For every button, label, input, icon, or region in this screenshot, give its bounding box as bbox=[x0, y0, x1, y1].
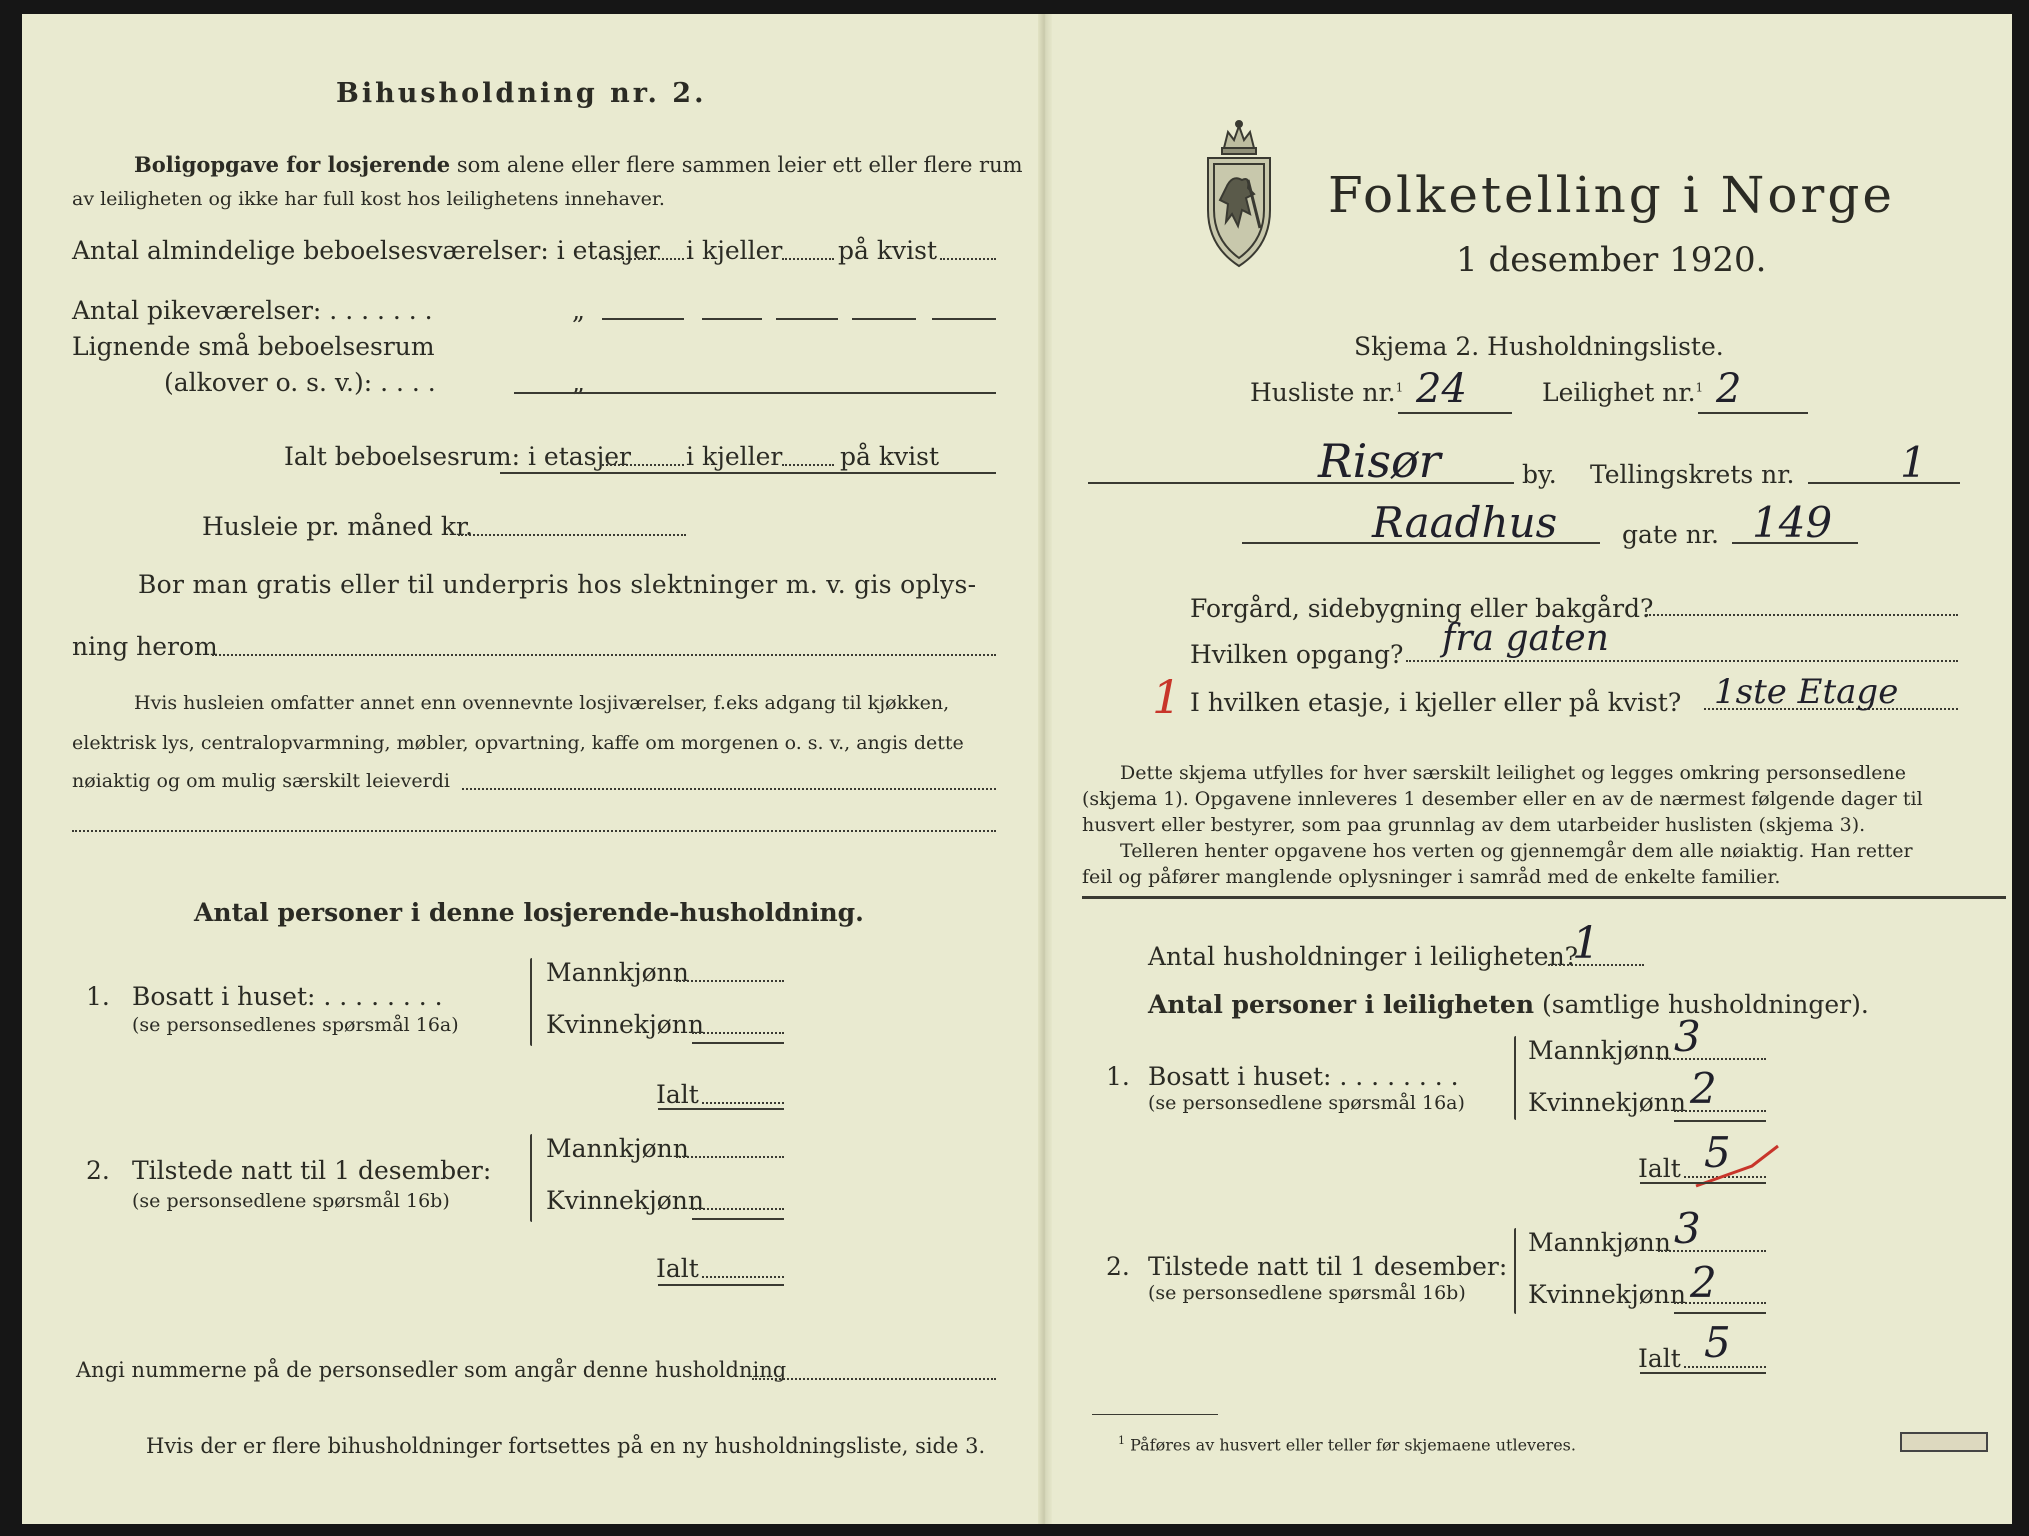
etasje-value: 1ste Etage bbox=[1714, 672, 1899, 712]
gate-value: 149 bbox=[1752, 498, 1833, 547]
opgang-field bbox=[1406, 660, 1958, 662]
right-title: Folketelling i Norge bbox=[1328, 166, 1895, 224]
right-q1-kvinne-label: Kvinnekjønn bbox=[1528, 1088, 1686, 1117]
left-q2-ialt-field bbox=[702, 1276, 784, 1278]
left-q1-kvinne-field bbox=[692, 1032, 784, 1034]
by-field bbox=[1088, 482, 1514, 484]
right-q2-sub: (se personsedlene spørsmål 16b) bbox=[1148, 1282, 1466, 1304]
rent-label: Husleie pr. måned kr. bbox=[202, 512, 474, 541]
left-q2-ialt-underline bbox=[658, 1284, 784, 1286]
small-rooms-ditto: „ bbox=[572, 368, 585, 397]
info-line-5: feil og påfører manglende oplysninger i samråd med de enkelte familier. bbox=[1082, 866, 1781, 888]
left-q1-kvinne-label: Kvinnekjønn bbox=[546, 1010, 704, 1039]
ialt-rooms-label: Ialt beboelsesrum: i etasjer bbox=[284, 442, 632, 471]
left-title: Bihusholdning nr. 2. bbox=[336, 78, 707, 109]
right-q1-label: Bosatt i huset: . . . . . . . . bbox=[1148, 1062, 1459, 1091]
info-divider bbox=[1082, 896, 2006, 899]
right-q2-mann-value: 3 bbox=[1674, 1204, 1701, 1253]
pike-label: Antal pikeværelser: . . . . . . . bbox=[72, 296, 433, 325]
right-q2-label: Tilstede natt til 1 desember: bbox=[1148, 1252, 1508, 1281]
right-q2-num: 2. bbox=[1106, 1252, 1130, 1281]
leilighet-value: 2 bbox=[1716, 366, 1742, 412]
intro-line-2: av leiligheten og ikke har full kost hos leilighetens innehaver. bbox=[72, 188, 665, 210]
info-line-1: Dette skjema utfylles for hver særskilt leilighet og legges omkring personsedlene bbox=[1120, 762, 1906, 784]
page-fold bbox=[1038, 14, 1052, 1524]
gate-label: gate nr. bbox=[1622, 520, 1719, 549]
intro-bold: Boligopgave for losjerende bbox=[134, 152, 451, 177]
pike-field-4 bbox=[852, 318, 916, 320]
right-q1-num: 1. bbox=[1106, 1062, 1130, 1091]
leieverdi-field-2 bbox=[72, 830, 996, 832]
left-q1-num: 1. bbox=[86, 982, 110, 1011]
census-form-sheet bbox=[22, 14, 2012, 1524]
pike-field-3 bbox=[776, 318, 838, 320]
street-value: Raadhus bbox=[1372, 498, 1558, 547]
left-q1-ialt-label: Ialt bbox=[656, 1080, 699, 1109]
by-label: by. bbox=[1522, 460, 1557, 489]
ialt-etasjer-field bbox=[602, 464, 684, 466]
intro-line-1 bbox=[134, 152, 1023, 177]
info-line-3: husvert eller bestyrer, som paa grunnlag av dem utarbeider huslisten (skjema 3). bbox=[1082, 814, 1866, 836]
right-q2-kvinne-label: Kvinnekjønn bbox=[1528, 1280, 1686, 1309]
ialt-kjeller-field bbox=[782, 464, 834, 466]
left-q1-ialt-field bbox=[702, 1102, 784, 1104]
hvis-line-2: elektrisk lys, centralopvarmning, møbler, opvartning, kaffe om morgenen o. s. v., angis dette bbox=[72, 732, 964, 754]
ialt-kvist-label: på kvist bbox=[840, 442, 939, 471]
pike-ditto-1: „ bbox=[572, 296, 585, 325]
right-q1-ialt-underline bbox=[1640, 1182, 1766, 1184]
footnote bbox=[1118, 1434, 1576, 1454]
husliste-label-text: Husliste nr. bbox=[1250, 378, 1396, 407]
right-q2-ialt-label: Ialt bbox=[1638, 1344, 1681, 1373]
left-footer: Hvis der er flere bihusholdninger fortsettes på en ny husholdningsliste, side 3. bbox=[146, 1434, 986, 1458]
leilighet-label bbox=[1542, 378, 1703, 407]
pike-field-2 bbox=[702, 318, 762, 320]
right-q2-kvinne-field bbox=[1674, 1302, 1766, 1304]
right-page bbox=[1052, 14, 2012, 1524]
info-line-4: Telleren henter opgavene hos verten og gjennemgår dem alle nøiaktig. Han retter bbox=[1120, 840, 1913, 862]
rooms-etasjer-field bbox=[602, 258, 684, 260]
left-q2-sum-line bbox=[692, 1218, 784, 1220]
husliste-label bbox=[1250, 378, 1403, 407]
angi-field bbox=[752, 1378, 996, 1380]
pike-field-5 bbox=[932, 318, 996, 320]
printer-stamp-icon bbox=[1900, 1432, 1988, 1452]
left-q2-label: Tilstede natt til 1 desember: bbox=[132, 1156, 492, 1185]
right-q1-ialt-value: 5 bbox=[1704, 1128, 1731, 1177]
right-persons-bold: Antal personer i leiligheten bbox=[1148, 990, 1535, 1019]
right-q2-sum-line bbox=[1674, 1312, 1766, 1314]
left-q2-sub: (se personsedlene spørsmål 16b) bbox=[132, 1190, 450, 1212]
gratis-field bbox=[212, 654, 996, 656]
left-q2-kvinne-field bbox=[692, 1208, 784, 1210]
left-q2-kvinne-label: Kvinnekjønn bbox=[546, 1186, 704, 1215]
skjema-label: Skjema 2. Husholdningsliste. bbox=[1354, 332, 1724, 361]
census-date: 1 desember 1920. bbox=[1456, 240, 1767, 280]
right-q2-mann-label: Mannkjønn bbox=[1528, 1228, 1671, 1257]
footnote-text: Påføres av husvert eller teller før skjemaene utleveres. bbox=[1130, 1435, 1576, 1455]
left-q1-mann-label: Mannkjønn bbox=[546, 958, 689, 987]
etasje-label: I hvilken etasje, i kjeller eller på kvist? bbox=[1190, 688, 1682, 717]
angi-line bbox=[76, 1358, 786, 1382]
rooms-kvist-label: på kvist bbox=[838, 236, 937, 265]
leilighet-label-text: Leilighet nr. bbox=[1542, 378, 1696, 407]
gratis-line-2: ning herom bbox=[72, 632, 218, 661]
forgard-label: Forgård, sidebygning eller bakgård? bbox=[1190, 594, 1654, 623]
forgard-field bbox=[1646, 614, 1958, 616]
opgang-label: Hvilken opgang? bbox=[1190, 640, 1404, 669]
info-line-2: (skjema 1). Opgavene innleveres 1 desember eller en av de nærmest følgende dager til bbox=[1082, 788, 1923, 810]
hush-value: 1 bbox=[1572, 918, 1600, 969]
left-q1-label: Bosatt i huset: . . . . . . . . bbox=[132, 982, 443, 1011]
rent-field bbox=[458, 534, 686, 536]
red-check-mark-icon bbox=[1692, 1142, 1782, 1192]
husliste-footnote-mark: 1 bbox=[1395, 380, 1404, 395]
right-q1-ialt-label: Ialt bbox=[1638, 1154, 1681, 1183]
right-q2-brace bbox=[1514, 1228, 1516, 1314]
angi-rest: nummerne på de personsedler som angår denne husholdning bbox=[131, 1358, 787, 1382]
angi-prefix: Angi bbox=[76, 1358, 125, 1382]
right-q2-ialt-underline bbox=[1640, 1372, 1766, 1374]
rooms-kjeller-label: i kjeller bbox=[686, 236, 783, 265]
left-q1-sub: (se personsedlenes spørsmål 16a) bbox=[132, 1014, 459, 1036]
left-q1-brace bbox=[530, 958, 532, 1046]
rooms-kjeller-field bbox=[782, 258, 834, 260]
hvis-line-3: nøiaktig og om mulig særskilt leieverdi bbox=[72, 770, 450, 792]
left-q2-num: 2. bbox=[86, 1156, 110, 1185]
husliste-value: 24 bbox=[1416, 366, 1467, 412]
right-q1-sum-line bbox=[1674, 1120, 1766, 1122]
right-q1-kvinne-value: 2 bbox=[1690, 1064, 1717, 1113]
left-persons-heading: Antal personer i denne losjerende-husholdning. bbox=[194, 898, 864, 927]
left-page bbox=[22, 14, 1038, 1524]
rooms-kvist-field bbox=[940, 258, 996, 260]
left-q2-brace bbox=[530, 1134, 532, 1222]
small-rooms-field bbox=[514, 392, 996, 394]
ialt-kjeller-label: i kjeller bbox=[686, 442, 783, 471]
ialt-underline bbox=[500, 472, 996, 474]
leieverdi-field bbox=[462, 788, 996, 790]
right-persons-rest: (samtlige husholdninger). bbox=[1542, 990, 1869, 1019]
right-q1-mann-label: Mannkjønn bbox=[1528, 1036, 1671, 1065]
by-value: Risør bbox=[1318, 434, 1441, 488]
right-q1-brace bbox=[1514, 1036, 1516, 1120]
gratis-line-1: Bor man gratis eller til underpris hos slektninger m. v. gis oplys- bbox=[138, 570, 977, 599]
right-q2-ialt-value: 5 bbox=[1704, 1318, 1731, 1367]
left-q1-mann-field bbox=[676, 980, 784, 982]
right-persons-heading bbox=[1148, 990, 1869, 1019]
left-q2-ialt-label: Ialt bbox=[656, 1254, 699, 1283]
right-q1-mann-value: 3 bbox=[1674, 1012, 1701, 1061]
opgang-value: fra gaten bbox=[1442, 618, 1609, 659]
husliste-field bbox=[1398, 412, 1512, 414]
leilighet-footnote-mark: 1 bbox=[1695, 380, 1704, 395]
left-q1-ialt-underline bbox=[658, 1108, 784, 1110]
norway-lion-shield-icon bbox=[1202, 118, 1276, 268]
right-q1-sub: (se personsedlene spørsmål 16a) bbox=[1148, 1092, 1465, 1114]
krets-value: 1 bbox=[1900, 438, 1927, 487]
rooms-label: Antal almindelige beboelsesværelser: i etasjer bbox=[72, 236, 660, 265]
small-rooms-label-1: Lignende små beboelsesrum bbox=[72, 332, 435, 361]
pike-field-1 bbox=[602, 318, 684, 320]
etasje-red-mark: 1 bbox=[1152, 670, 1182, 724]
hvis-line-1: Hvis husleien omfatter annet enn ovennevnte losjiværelser, f.eks adgang til kjøkken, bbox=[134, 692, 950, 714]
footnote-rule bbox=[1092, 1414, 1218, 1415]
left-q2-mann-label: Mannkjønn bbox=[546, 1134, 689, 1163]
krets-field bbox=[1808, 482, 1960, 484]
hush-label: Antal husholdninger i leiligheten? bbox=[1148, 942, 1579, 971]
small-rooms-label-2: (alkover o. s. v.): . . . . bbox=[164, 368, 436, 397]
leilighet-field bbox=[1698, 412, 1808, 414]
left-q1-sum-line bbox=[692, 1042, 784, 1044]
krets-label: Tellingskrets nr. bbox=[1590, 460, 1795, 489]
intro-rest: som alene eller flere sammen leier ett eller flere rum bbox=[456, 153, 1023, 177]
footnote-number: 1 bbox=[1118, 1434, 1125, 1447]
right-q1-kvinne-field bbox=[1674, 1110, 1766, 1112]
right-q2-kvinne-value: 2 bbox=[1690, 1258, 1717, 1307]
left-q2-mann-field bbox=[676, 1156, 784, 1158]
